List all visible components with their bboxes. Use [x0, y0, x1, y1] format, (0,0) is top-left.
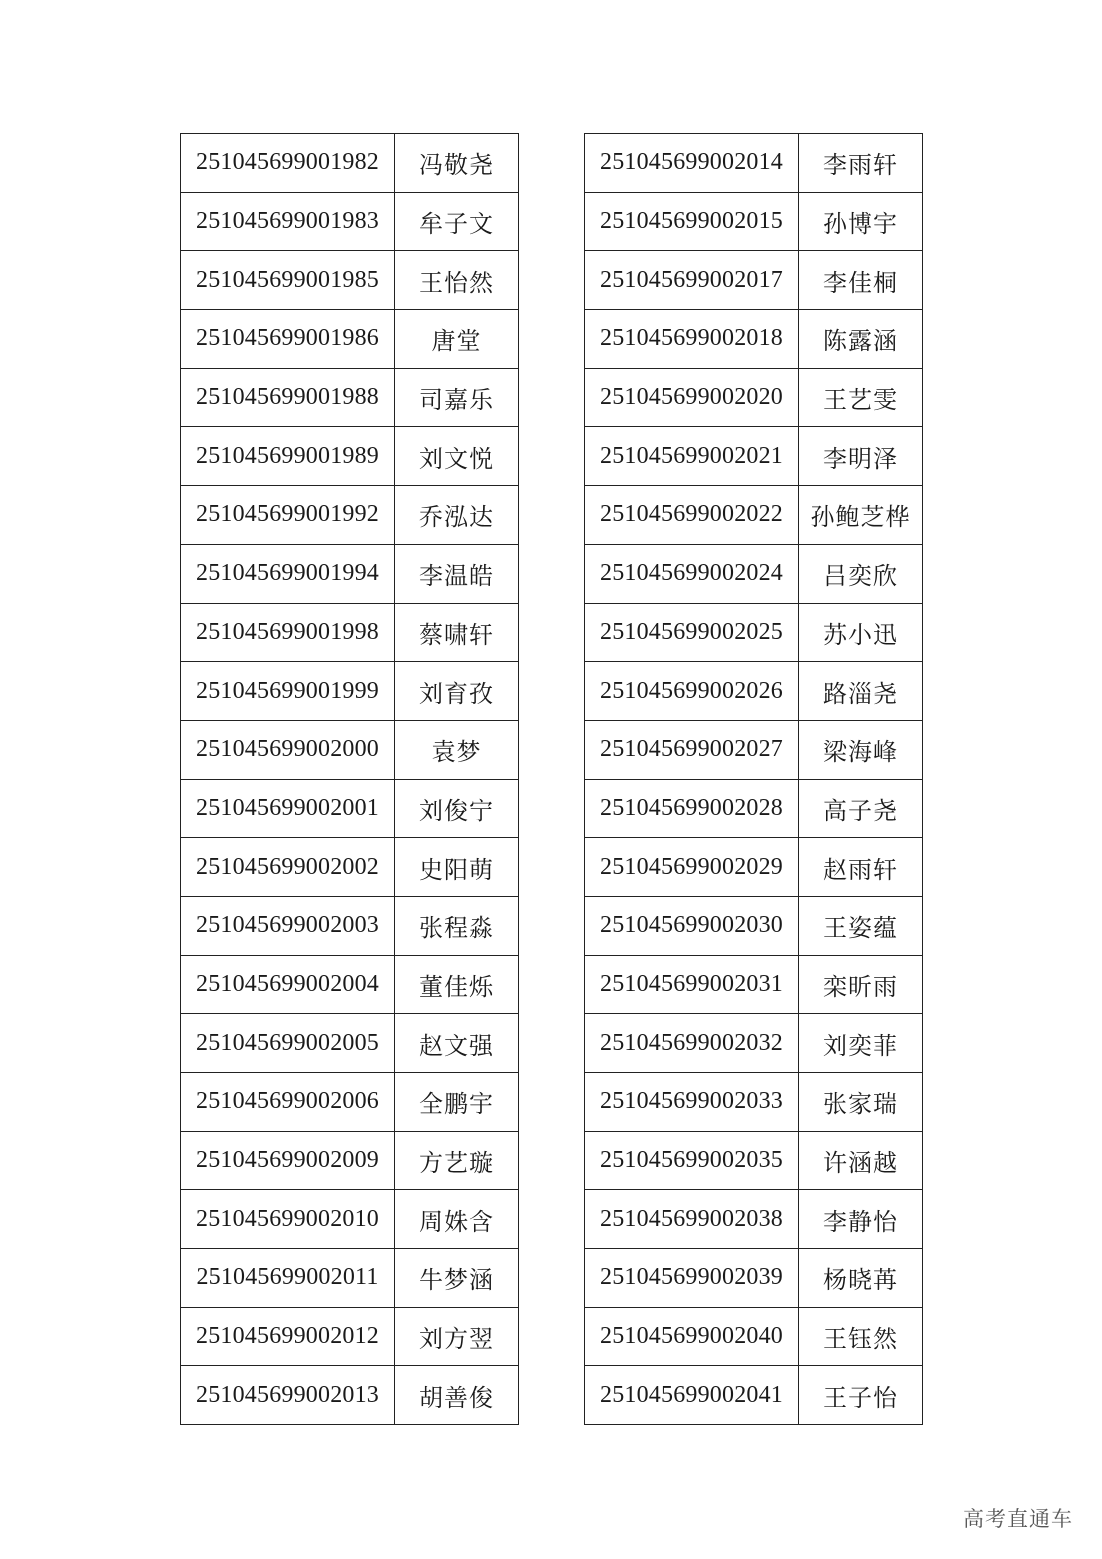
table-row — [585, 544, 923, 603]
candidate-name-cell: 杨晓苒 — [799, 1249, 923, 1308]
candidate-name-cell: 王艺雯 — [799, 368, 923, 427]
candidate-id-cell: 251045699001999 — [181, 662, 395, 721]
table-row — [585, 1014, 923, 1073]
table-row — [181, 368, 519, 427]
table-row — [181, 1366, 519, 1425]
candidate-name-cell: 赵文强 — [395, 1014, 519, 1073]
candidate-id-cell: 251045699001998 — [181, 603, 395, 662]
candidate-id-cell: 251045699002021 — [585, 427, 799, 486]
table-row — [181, 1131, 519, 1190]
candidate-id-cell: 251045699002002 — [181, 838, 395, 897]
candidate-id-cell: 251045699002001 — [181, 779, 395, 838]
candidate-id-cell: 251045699002013 — [181, 1366, 395, 1425]
table-row — [181, 192, 519, 251]
candidate-name-cell: 牛梦涵 — [395, 1249, 519, 1308]
table-row — [585, 662, 923, 721]
candidate-id-cell: 251045699002020 — [585, 368, 799, 427]
table-row — [181, 1073, 519, 1132]
table-row — [181, 1014, 519, 1073]
candidate-name-cell: 王钰然 — [799, 1307, 923, 1366]
candidate-name-cell: 苏小迅 — [799, 603, 923, 662]
table-row — [181, 1249, 519, 1308]
roster-table-right — [584, 133, 923, 1425]
candidate-name-cell: 张家瑞 — [799, 1073, 923, 1132]
watermark-text: 高考直通车 — [963, 1507, 1073, 1531]
candidate-name-cell: 刘奕菲 — [799, 1014, 923, 1073]
candidate-name-cell: 栾昕雨 — [799, 955, 923, 1014]
table-row — [585, 1190, 923, 1249]
table-row — [585, 427, 923, 486]
candidate-id-cell: 251045699002000 — [181, 720, 395, 779]
table-row — [585, 838, 923, 897]
candidate-id-cell: 251045699002028 — [585, 779, 799, 838]
candidate-name-cell: 陈露涵 — [799, 310, 923, 369]
table-row — [181, 427, 519, 486]
table-row — [181, 486, 519, 545]
candidate-name-cell: 董佳烁 — [395, 955, 519, 1014]
candidate-id-cell: 251045699001985 — [181, 251, 395, 310]
table-row — [585, 486, 923, 545]
candidate-id-cell: 251045699002017 — [585, 251, 799, 310]
table-row — [585, 1307, 923, 1366]
candidate-id-cell: 251045699002005 — [181, 1014, 395, 1073]
table-row — [181, 251, 519, 310]
candidate-id-cell: 251045699002040 — [585, 1307, 799, 1366]
candidate-name-cell: 李明泽 — [799, 427, 923, 486]
candidate-id-cell: 251045699002018 — [585, 310, 799, 369]
candidate-name-cell: 路淄尧 — [799, 662, 923, 721]
candidate-name-cell: 刘俊宁 — [395, 779, 519, 838]
candidate-id-cell: 251045699002030 — [585, 896, 799, 955]
candidate-name-cell: 全鹏宇 — [395, 1073, 519, 1132]
candidate-name-cell: 蔡啸轩 — [395, 603, 519, 662]
candidate-id-cell: 251045699002015 — [585, 192, 799, 251]
table-row — [181, 662, 519, 721]
candidate-id-cell: 251045699002027 — [585, 720, 799, 779]
candidate-id-cell: 251045699001994 — [181, 544, 395, 603]
candidate-id-cell: 251045699002041 — [585, 1366, 799, 1425]
table-row — [585, 896, 923, 955]
candidate-id-cell: 251045699002033 — [585, 1073, 799, 1132]
candidate-name-cell: 乔泓达 — [395, 486, 519, 545]
candidate-id-cell: 251045699001986 — [181, 310, 395, 369]
candidate-id-cell: 251045699001983 — [181, 192, 395, 251]
candidate-id-cell: 251045699002006 — [181, 1073, 395, 1132]
table-row — [585, 720, 923, 779]
candidate-name-cell: 刘方翌 — [395, 1307, 519, 1366]
candidate-id-cell: 251045699002026 — [585, 662, 799, 721]
candidate-id-cell: 251045699001992 — [181, 486, 395, 545]
candidate-id-cell: 251045699002012 — [181, 1307, 395, 1366]
table-row — [181, 838, 519, 897]
candidate-id-cell: 251045699002038 — [585, 1190, 799, 1249]
candidate-id-cell: 251045699002035 — [585, 1131, 799, 1190]
candidate-name-cell: 周姝含 — [395, 1190, 519, 1249]
candidate-name-cell: 孙鲍芝桦 — [799, 486, 923, 545]
candidate-name-cell: 许涵越 — [799, 1131, 923, 1190]
candidate-name-cell: 方艺璇 — [395, 1131, 519, 1190]
table-row — [181, 896, 519, 955]
table-row — [181, 544, 519, 603]
table-row — [181, 134, 519, 193]
table-row — [585, 134, 923, 193]
table-row — [585, 192, 923, 251]
roster-table-right-body — [585, 134, 923, 1425]
candidate-name-cell: 李佳桐 — [799, 251, 923, 310]
candidate-name-cell: 张程淼 — [395, 896, 519, 955]
candidate-name-cell: 王姿蕴 — [799, 896, 923, 955]
candidate-name-cell: 胡善俊 — [395, 1366, 519, 1425]
candidate-name-cell: 李温皓 — [395, 544, 519, 603]
candidate-name-cell: 王怡然 — [395, 251, 519, 310]
candidate-id-cell: 251045699002011 — [181, 1249, 395, 1308]
candidate-name-cell: 史阳萌 — [395, 838, 519, 897]
candidate-name-cell: 刘育孜 — [395, 662, 519, 721]
candidate-id-cell: 251045699002009 — [181, 1131, 395, 1190]
candidate-id-cell: 251045699001982 — [181, 134, 395, 193]
candidate-name-cell: 唐堂 — [395, 310, 519, 369]
table-row — [181, 310, 519, 369]
candidate-id-cell: 251045699002029 — [585, 838, 799, 897]
candidate-name-cell: 孙博宇 — [799, 192, 923, 251]
table-row — [181, 1307, 519, 1366]
candidate-id-cell: 251045699002003 — [181, 896, 395, 955]
candidate-id-cell: 251045699002022 — [585, 486, 799, 545]
candidate-id-cell: 251045699002039 — [585, 1249, 799, 1308]
table-row — [585, 310, 923, 369]
candidate-id-cell: 251045699002004 — [181, 955, 395, 1014]
candidate-name-cell: 司嘉乐 — [395, 368, 519, 427]
candidate-id-cell: 251045699002010 — [181, 1190, 395, 1249]
candidate-id-cell: 251045699002024 — [585, 544, 799, 603]
candidate-name-cell: 冯敬尧 — [395, 134, 519, 193]
roster-table-left-body — [181, 134, 519, 1425]
table-row — [585, 1073, 923, 1132]
candidate-name-cell: 梁海峰 — [799, 720, 923, 779]
table-row — [585, 603, 923, 662]
table-row — [181, 603, 519, 662]
table-row — [585, 1249, 923, 1308]
candidate-name-cell: 高子尧 — [799, 779, 923, 838]
table-row — [585, 779, 923, 838]
candidate-id-cell: 251045699002014 — [585, 134, 799, 193]
candidate-name-cell: 刘文悦 — [395, 427, 519, 486]
candidate-id-cell: 251045699002025 — [585, 603, 799, 662]
candidate-name-cell: 牟子文 — [395, 192, 519, 251]
table-row — [585, 1131, 923, 1190]
table-row — [585, 251, 923, 310]
candidate-name-cell: 李雨轩 — [799, 134, 923, 193]
candidate-id-cell: 251045699001988 — [181, 368, 395, 427]
candidate-id-cell: 251045699001989 — [181, 427, 395, 486]
roster-table-left — [180, 133, 519, 1425]
candidate-name-cell: 王子怡 — [799, 1366, 923, 1425]
candidate-id-cell: 251045699002032 — [585, 1014, 799, 1073]
table-row — [585, 955, 923, 1014]
table-row — [181, 955, 519, 1014]
candidate-name-cell: 李静怡 — [799, 1190, 923, 1249]
table-row — [181, 779, 519, 838]
candidate-name-cell: 赵雨轩 — [799, 838, 923, 897]
table-row — [181, 1190, 519, 1249]
table-row — [585, 368, 923, 427]
candidate-id-cell: 251045699002031 — [585, 955, 799, 1014]
table-row — [585, 1366, 923, 1425]
table-row — [181, 720, 519, 779]
candidate-name-cell: 吕奕欣 — [799, 544, 923, 603]
candidate-name-cell: 袁梦 — [395, 720, 519, 779]
